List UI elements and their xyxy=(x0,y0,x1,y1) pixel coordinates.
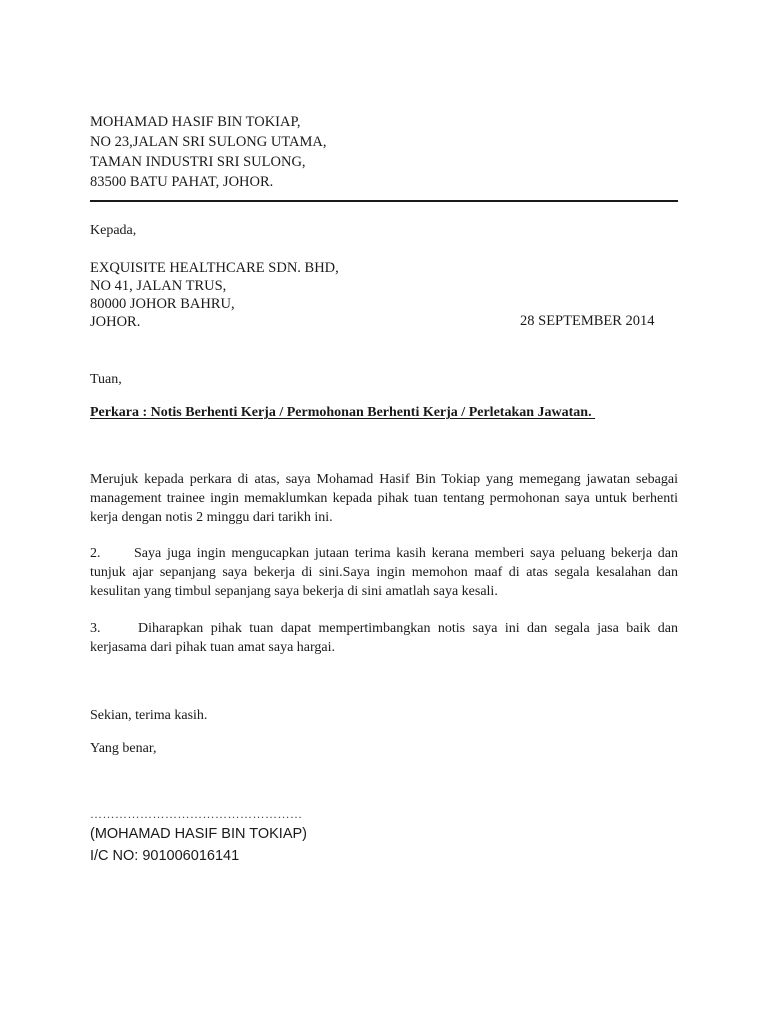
ic-number: I/C NO: 901006016141 xyxy=(90,848,240,864)
header-divider xyxy=(90,200,678,202)
sender-address-line-2: TAMAN INDUSTRI SRI SULONG, xyxy=(90,154,306,170)
sign-off: Yang benar, xyxy=(90,741,157,756)
signature-line: …………………………………………… xyxy=(90,807,303,821)
letter-date: 28 SEPTEMBER 2014 xyxy=(520,313,655,329)
sender-address-line-1: NO 23,JALAN SRI SULONG UTAMA, xyxy=(90,134,327,150)
salutation: Tuan, xyxy=(90,372,122,387)
signatory-name: (MOHAMAD HASIF BIN TOKIAP) xyxy=(90,826,307,842)
recipient-label: Kepada, xyxy=(90,223,137,238)
body-paragraph-3 xyxy=(90,619,678,657)
body-paragraph-3-text: Diharapkan pihak tuan dapat mempertimbangkan notis saya ini dan segala jasa baik dan kerjasama dari pihak tuan amat saya hargai. xyxy=(90,621,678,655)
paragraph-number-3: 3. xyxy=(90,621,101,636)
sender-address-line-3: 83500 BATU PAHAT, JOHOR. xyxy=(90,174,274,190)
recipient-address-line-3: JOHOR. xyxy=(90,314,141,330)
paragraph-number-2: 2. xyxy=(90,546,101,561)
sender-name: MOHAMAD HASIF BIN TOKIAP, xyxy=(90,114,301,130)
body-paragraph-1: Merujuk kepada perkara di atas, saya Mohamad Hasif Bin Tokiap yang memegang jawatan sebagai management trainee ingin memaklumkan kepada pihak tuan tentang permohonan saya untuk berhenti kerja dengan notis 2 minggu dari tarikh ini. xyxy=(90,472,678,525)
body-paragraph-2 xyxy=(90,544,678,601)
sender-address-block xyxy=(90,112,678,192)
recipient-address-line-1: NO 41, JALAN TRUS, xyxy=(90,278,227,294)
closing-line: Sekian, terima kasih. xyxy=(90,708,208,723)
body-paragraph-2-text: Saya juga ingin mengucapkan jutaan terima kasih kerana memberi saya peluang bekerja dan tunjuk ajar sepanjang saya bekerja di sini.Saya ingin memohon maaf di atas segala kesalahan dan kesulitan yang timbul sepanjang saya bekerja di sini amatlah saya kesali. xyxy=(90,546,678,599)
recipient-address-line-2: 80000 JOHOR BAHRU, xyxy=(90,296,235,312)
subject-line: Perkara : Notis Berhenti Kerja / Permohonan Berhenti Kerja / Perletakan Jawatan. xyxy=(90,405,596,420)
recipient-company: EXQUISITE HEALTHCARE SDN. BHD, xyxy=(90,260,339,276)
